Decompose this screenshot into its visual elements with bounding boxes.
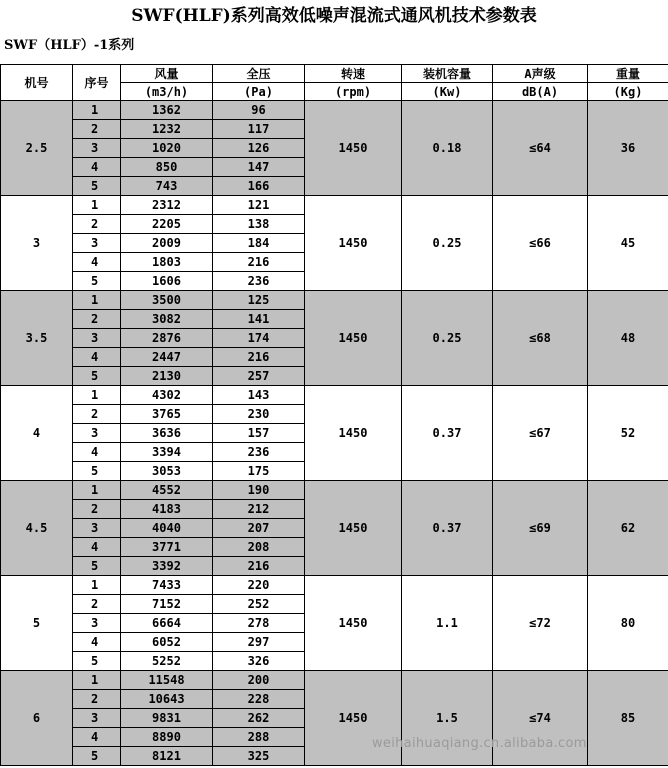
watermark: weihaihuaqiang.cn.alibaba.com <box>372 736 587 751</box>
pressure-cell: 236 <box>213 443 305 462</box>
pressure-cell: 216 <box>213 253 305 272</box>
seq-cell: 4 <box>73 728 121 747</box>
header-airflow: 风量 <box>121 65 213 83</box>
pressure-cell: 141 <box>213 310 305 329</box>
header-speed-unit: (rpm) <box>305 83 402 101</box>
weight-cell: 36 <box>588 101 668 196</box>
seq-cell: 2 <box>73 690 121 709</box>
pressure-cell: 220 <box>213 576 305 595</box>
pressure-cell: 96 <box>213 101 305 120</box>
airflow-cell: 11548 <box>121 671 213 690</box>
table-row <box>1 481 668 500</box>
seq-cell: 2 <box>73 310 121 329</box>
pressure-cell: 216 <box>213 557 305 576</box>
pressure-cell: 252 <box>213 595 305 614</box>
airflow-cell: 4302 <box>121 386 213 405</box>
seq-cell: 3 <box>73 329 121 348</box>
seq-cell: 4 <box>73 633 121 652</box>
airflow-cell: 3765 <box>121 405 213 424</box>
seq-cell: 3 <box>73 424 121 443</box>
pressure-cell: 230 <box>213 405 305 424</box>
seq-cell: 5 <box>73 652 121 671</box>
pressure-cell: 212 <box>213 500 305 519</box>
airflow-cell: 2130 <box>121 367 213 386</box>
noise-cell: ≤66 <box>493 196 588 291</box>
seq-cell: 2 <box>73 500 121 519</box>
airflow-cell: 1232 <box>121 120 213 139</box>
seq-cell: 2 <box>73 405 121 424</box>
model-cell: 2.5 <box>1 101 73 196</box>
noise-cell: ≤68 <box>493 291 588 386</box>
speed-cell: 1450 <box>305 671 402 766</box>
model-cell: 5 <box>1 576 73 671</box>
seq-cell: 5 <box>73 462 121 481</box>
seq-cell: 1 <box>73 101 121 120</box>
page-title: SWF(HLF)系列高效低噪声混流式通风机技术参数表 <box>131 6 537 26</box>
pressure-cell: 262 <box>213 709 305 728</box>
header-pressure-unit: (Pa) <box>213 83 305 101</box>
airflow-cell: 3636 <box>121 424 213 443</box>
airflow-cell: 6664 <box>121 614 213 633</box>
seq-cell: 4 <box>73 253 121 272</box>
pressure-cell: 228 <box>213 690 305 709</box>
seq-cell: 5 <box>73 177 121 196</box>
seq-cell: 5 <box>73 747 121 766</box>
airflow-cell: 8121 <box>121 747 213 766</box>
seq-cell: 5 <box>73 272 121 291</box>
header-seq: 序号 <box>73 65 121 101</box>
header-speed: 转速 <box>305 65 402 83</box>
seq-cell: 4 <box>73 443 121 462</box>
airflow-cell: 743 <box>121 177 213 196</box>
airflow-cell: 850 <box>121 158 213 177</box>
pressure-cell: 147 <box>213 158 305 177</box>
airflow-cell: 7433 <box>121 576 213 595</box>
seq-cell: 1 <box>73 196 121 215</box>
speed-cell: 1450 <box>305 481 402 576</box>
pressure-cell: 166 <box>213 177 305 196</box>
seq-cell: 1 <box>73 386 121 405</box>
pressure-cell: 121 <box>213 196 305 215</box>
seq-cell: 1 <box>73 671 121 690</box>
seq-cell: 5 <box>73 367 121 386</box>
airflow-cell: 1803 <box>121 253 213 272</box>
model-cell: 4.5 <box>1 481 73 576</box>
airflow-cell: 3500 <box>121 291 213 310</box>
weight-cell: 45 <box>588 196 668 291</box>
airflow-cell: 3053 <box>121 462 213 481</box>
seq-cell: 1 <box>73 481 121 500</box>
noise-cell: ≤74 <box>493 671 588 766</box>
airflow-cell: 6052 <box>121 633 213 652</box>
pressure-cell: 126 <box>213 139 305 158</box>
power-cell: 1.1 <box>402 576 493 671</box>
seq-cell: 4 <box>73 158 121 177</box>
model-cell: 3.5 <box>1 291 73 386</box>
power-cell: 0.25 <box>402 291 493 386</box>
table-row <box>1 576 668 595</box>
pressure-cell: 216 <box>213 348 305 367</box>
seq-cell: 2 <box>73 120 121 139</box>
seq-cell: 3 <box>73 139 121 158</box>
model-cell: 6 <box>1 671 73 766</box>
power-cell: 0.37 <box>402 386 493 481</box>
header-power-unit: (Kw) <box>402 83 493 101</box>
seq-cell: 2 <box>73 595 121 614</box>
pressure-cell: 200 <box>213 671 305 690</box>
table-row <box>1 291 668 310</box>
airflow-cell: 3771 <box>121 538 213 557</box>
header-airflow-unit: (m3/h) <box>121 83 213 101</box>
seq-cell: 3 <box>73 234 121 253</box>
header-power: 装机容量 <box>402 65 493 83</box>
airflow-cell: 2447 <box>121 348 213 367</box>
pressure-cell: 288 <box>213 728 305 747</box>
power-cell: 1.5 <box>402 671 493 766</box>
airflow-cell: 8890 <box>121 728 213 747</box>
header-weight-unit: (Kg) <box>588 83 668 101</box>
model-cell: 4 <box>1 386 73 481</box>
seq-cell: 3 <box>73 614 121 633</box>
pressure-cell: 117 <box>213 120 305 139</box>
table-row <box>1 101 668 120</box>
speed-cell: 1450 <box>305 576 402 671</box>
noise-cell: ≤72 <box>493 576 588 671</box>
seq-cell: 2 <box>73 215 121 234</box>
airflow-cell: 2205 <box>121 215 213 234</box>
pressure-cell: 175 <box>213 462 305 481</box>
airflow-cell: 2876 <box>121 329 213 348</box>
header-weight: 重量 <box>588 65 668 83</box>
airflow-cell: 3392 <box>121 557 213 576</box>
pressure-cell: 157 <box>213 424 305 443</box>
airflow-cell: 4183 <box>121 500 213 519</box>
airflow-cell: 1606 <box>121 272 213 291</box>
pressure-cell: 297 <box>213 633 305 652</box>
pressure-cell: 174 <box>213 329 305 348</box>
seq-cell: 4 <box>73 538 121 557</box>
header-pressure: 全压 <box>213 65 305 83</box>
airflow-cell: 2312 <box>121 196 213 215</box>
spec-table <box>0 64 668 766</box>
noise-cell: ≤69 <box>493 481 588 576</box>
pressure-cell: 138 <box>213 215 305 234</box>
speed-cell: 1450 <box>305 386 402 481</box>
airflow-cell: 1362 <box>121 101 213 120</box>
speed-cell: 1450 <box>305 196 402 291</box>
pressure-cell: 236 <box>213 272 305 291</box>
pressure-cell: 125 <box>213 291 305 310</box>
seq-cell: 3 <box>73 519 121 538</box>
airflow-cell: 5252 <box>121 652 213 671</box>
pressure-cell: 184 <box>213 234 305 253</box>
airflow-cell: 2009 <box>121 234 213 253</box>
weight-cell: 80 <box>588 576 668 671</box>
header-model: 机号 <box>1 65 73 101</box>
model-cell: 3 <box>1 196 73 291</box>
table-header <box>1 65 668 101</box>
table-body <box>1 101 668 766</box>
speed-cell: 1450 <box>305 291 402 386</box>
weight-cell: 48 <box>588 291 668 386</box>
pressure-cell: 208 <box>213 538 305 557</box>
seq-cell: 1 <box>73 291 121 310</box>
series-subtitle: SWF（HLF）-1系列 <box>4 38 135 53</box>
pressure-cell: 207 <box>213 519 305 538</box>
weight-cell: 85 <box>588 671 668 766</box>
airflow-cell: 1020 <box>121 139 213 158</box>
pressure-cell: 325 <box>213 747 305 766</box>
airflow-cell: 9831 <box>121 709 213 728</box>
airflow-cell: 10643 <box>121 690 213 709</box>
pressure-cell: 326 <box>213 652 305 671</box>
power-cell: 0.25 <box>402 196 493 291</box>
seq-cell: 4 <box>73 348 121 367</box>
weight-cell: 62 <box>588 481 668 576</box>
airflow-cell: 4040 <box>121 519 213 538</box>
pressure-cell: 257 <box>213 367 305 386</box>
seq-cell: 5 <box>73 557 121 576</box>
airflow-cell: 3082 <box>121 310 213 329</box>
table-row <box>1 671 668 690</box>
header-noise-unit: dB(A) <box>493 83 588 101</box>
seq-cell: 3 <box>73 709 121 728</box>
seq-cell: 1 <box>73 576 121 595</box>
header-noise: A声级 <box>493 65 588 83</box>
noise-cell: ≤67 <box>493 386 588 481</box>
power-cell: 0.18 <box>402 101 493 196</box>
weight-cell: 52 <box>588 386 668 481</box>
table-row <box>1 386 668 405</box>
airflow-cell: 7152 <box>121 595 213 614</box>
power-cell: 0.37 <box>402 481 493 576</box>
pressure-cell: 190 <box>213 481 305 500</box>
airflow-cell: 3394 <box>121 443 213 462</box>
pressure-cell: 278 <box>213 614 305 633</box>
pressure-cell: 143 <box>213 386 305 405</box>
airflow-cell: 4552 <box>121 481 213 500</box>
table-row <box>1 196 668 215</box>
speed-cell: 1450 <box>305 101 402 196</box>
noise-cell: ≤64 <box>493 101 588 196</box>
